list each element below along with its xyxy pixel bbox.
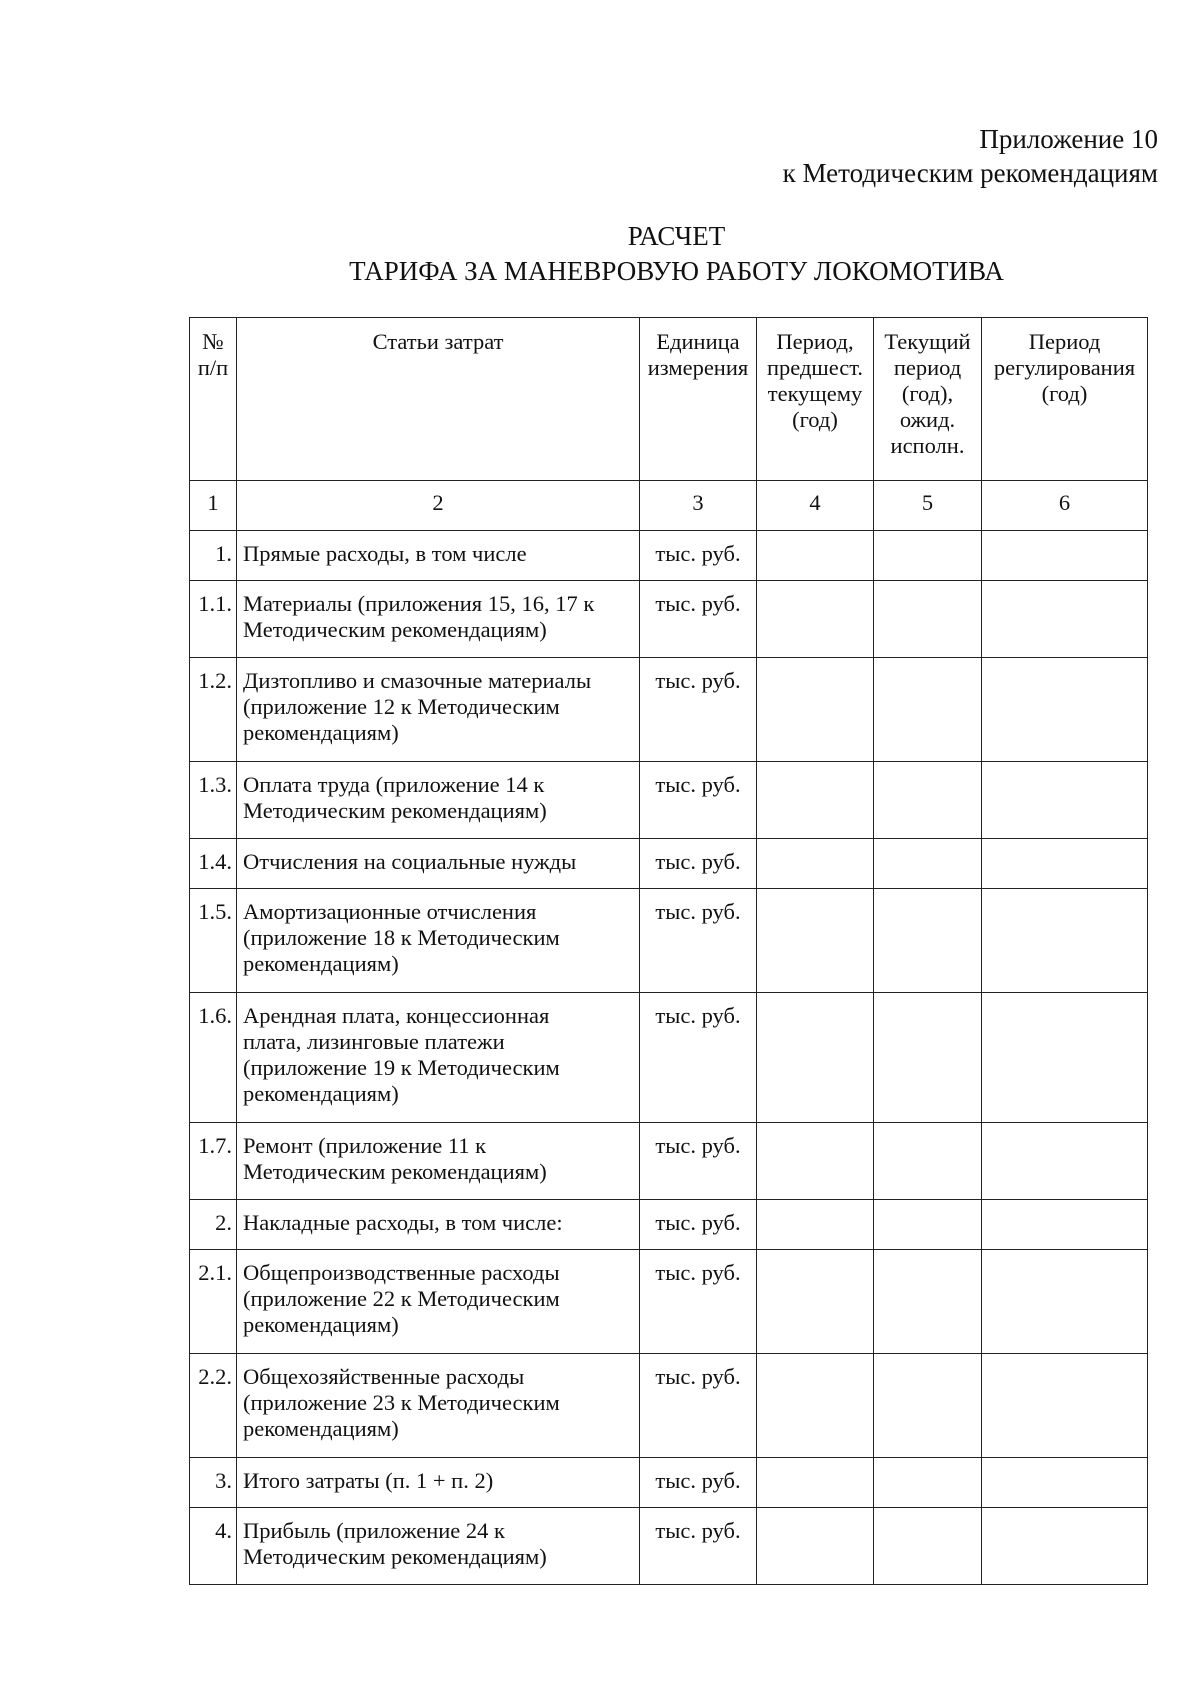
header-line: исполн. — [890, 433, 965, 458]
cost-item-line: Материалы (приложения 15, 16, 17 к — [243, 591, 595, 616]
value-prev-period — [757, 1250, 874, 1354]
table-row — [190, 1200, 1148, 1250]
cost-item-line: рекомендациям) — [243, 1312, 399, 1337]
value-current-period — [874, 1200, 982, 1250]
header-row — [190, 318, 1148, 481]
value-current-period — [874, 762, 982, 839]
cost-item-line: рекомендациям) — [243, 720, 399, 745]
cost-item-line: (приложение 19 к Методическим — [243, 1055, 560, 1080]
cost-item-line: Оплата труда (приложение 14 к — [243, 772, 545, 797]
header-unit — [640, 318, 757, 481]
value-prev-period — [757, 889, 874, 993]
row-number: 2.2. — [190, 1354, 237, 1458]
header-line: Текущий — [884, 329, 971, 354]
value-prev-period — [757, 1200, 874, 1250]
value-current-period — [874, 1123, 982, 1200]
value-prev-period — [757, 993, 874, 1123]
header-line: (год) — [792, 407, 838, 432]
column-number: 6 — [982, 481, 1148, 531]
value-current-period — [874, 1508, 982, 1585]
column-number: 3 — [640, 481, 757, 531]
row-number: 1.7. — [190, 1123, 237, 1200]
unit-cell: тыс. руб. — [640, 581, 757, 658]
unit-cell: тыс. руб. — [640, 1123, 757, 1200]
unit-cell: тыс. руб. — [640, 1250, 757, 1354]
unit-cell: тыс. руб. — [640, 531, 757, 581]
cost-item-name — [237, 1508, 640, 1585]
value-current-period — [874, 993, 982, 1123]
value-prev-period — [757, 581, 874, 658]
value-regulation-period — [982, 1508, 1148, 1585]
cost-item-name — [237, 1123, 640, 1200]
cost-item-line: (приложение 23 к Методическим — [243, 1390, 560, 1415]
value-regulation-period — [982, 1458, 1148, 1508]
header-name — [237, 318, 640, 481]
value-regulation-period — [982, 993, 1148, 1123]
value-current-period — [874, 889, 982, 993]
title-line-2: ТАРИФА ЗА МАНЕВРОВУЮ РАБОТУ ЛОКОМОТИВА — [349, 256, 1004, 286]
header-line: измерения — [647, 355, 749, 380]
value-current-period — [874, 1354, 982, 1458]
unit-cell: тыс. руб. — [640, 1200, 757, 1250]
value-regulation-period — [982, 762, 1148, 839]
header-line: Статьи затрат — [372, 329, 504, 354]
cost-item-line: (приложение 12 к Методическим — [243, 694, 560, 719]
value-regulation-period — [982, 1123, 1148, 1200]
table-row — [190, 581, 1148, 658]
row-number: 1.2. — [190, 658, 237, 762]
document-title — [0, 219, 1200, 289]
cost-item-line: Итого затраты (п. 1 + п. 2) — [243, 1468, 494, 1493]
cost-item-line: Ремонт (приложение 11 к — [243, 1133, 487, 1158]
cost-item-name — [237, 658, 640, 762]
cost-item-line: Отчисления на социальные нужды — [243, 849, 577, 874]
cost-item-name — [237, 531, 640, 581]
cost-item-name — [237, 762, 640, 839]
header-prev-period — [757, 318, 874, 481]
cost-item-name — [237, 1250, 640, 1354]
cost-item-name — [237, 1458, 640, 1508]
cost-item-line: (приложение 22 к Методическим — [243, 1286, 560, 1311]
value-current-period — [874, 658, 982, 762]
table-row — [190, 993, 1148, 1123]
cost-item-line: Накладные расходы, в том числе: — [243, 1210, 563, 1235]
cost-item-name — [237, 839, 640, 889]
value-regulation-period — [982, 1354, 1148, 1458]
row-number: 1.4. — [190, 839, 237, 889]
value-regulation-period — [982, 839, 1148, 889]
value-regulation-period — [982, 658, 1148, 762]
value-current-period — [874, 1250, 982, 1354]
row-number: 1.1. — [190, 581, 237, 658]
table-row — [190, 1508, 1148, 1585]
value-prev-period — [757, 658, 874, 762]
row-number: 3. — [190, 1458, 237, 1508]
cost-item-name — [237, 993, 640, 1123]
table-row — [190, 1354, 1148, 1458]
row-number: 1.6. — [190, 993, 237, 1123]
cost-item-line: Прибыль (приложение 24 к — [243, 1518, 505, 1543]
value-prev-period — [757, 1354, 874, 1458]
cost-item-line: Методическим рекомендациям) — [243, 617, 547, 642]
value-regulation-period — [982, 581, 1148, 658]
cost-item-name — [237, 1200, 640, 1250]
value-prev-period — [757, 1508, 874, 1585]
cost-item-line: Прямые расходы, в том числе — [243, 541, 527, 566]
cost-item-line: (приложение 18 к Методическим — [243, 925, 560, 950]
row-number: 4. — [190, 1508, 237, 1585]
appendix-subtitle: к Методическим рекомендациям — [782, 158, 1158, 188]
row-number: 1. — [190, 531, 237, 581]
unit-cell: тыс. руб. — [640, 839, 757, 889]
value-prev-period — [757, 839, 874, 889]
appendix-reference — [783, 122, 1158, 190]
cost-item-line: Методическим рекомендациям) — [243, 798, 547, 823]
cost-item-line: Общепроизводственные расходы — [243, 1260, 560, 1285]
table-row — [190, 1250, 1148, 1354]
header-line: текущему — [767, 381, 863, 406]
unit-cell: тыс. руб. — [640, 993, 757, 1123]
value-current-period — [874, 1458, 982, 1508]
header-line: № — [202, 329, 224, 354]
cost-item-name — [237, 581, 640, 658]
value-prev-period — [757, 1458, 874, 1508]
column-numbers-row — [190, 481, 1148, 531]
row-number: 2. — [190, 1200, 237, 1250]
row-number: 2.1. — [190, 1250, 237, 1354]
column-number: 1 — [190, 481, 237, 531]
header-line: (год), — [901, 381, 954, 406]
header-regulation-period — [982, 318, 1148, 481]
table-row — [190, 889, 1148, 993]
header-line: Единица — [656, 329, 740, 354]
value-current-period — [874, 531, 982, 581]
value-prev-period — [757, 762, 874, 839]
column-number: 4 — [757, 481, 874, 531]
table-row — [190, 762, 1148, 839]
value-regulation-period — [982, 889, 1148, 993]
header-line: п/п — [197, 355, 229, 380]
column-number: 2 — [237, 481, 640, 531]
unit-cell: тыс. руб. — [640, 1354, 757, 1458]
column-number: 5 — [874, 481, 982, 531]
header-line: ожид. — [899, 407, 956, 432]
appendix-number: Приложение 10 — [979, 124, 1158, 154]
cost-item-line: Методическим рекомендациям) — [243, 1544, 547, 1569]
row-number: 1.5. — [190, 889, 237, 993]
value-current-period — [874, 839, 982, 889]
cost-table — [189, 317, 1148, 1585]
unit-cell: тыс. руб. — [640, 762, 757, 839]
unit-cell: тыс. руб. — [640, 889, 757, 993]
cost-item-line: Арендная плата, концессионная — [243, 1003, 550, 1028]
cost-item-line: рекомендациям) — [243, 951, 399, 976]
table-row — [190, 658, 1148, 762]
title-line-1: РАСЧЕТ — [627, 221, 726, 251]
header-line: Период, — [776, 329, 854, 354]
cost-item-line: Дизтопливо и смазочные материалы — [243, 668, 592, 693]
header-line: регулирования — [993, 355, 1136, 380]
cost-item-line: рекомендациям) — [243, 1416, 399, 1441]
cost-item-line: Общехозяйственные расходы — [243, 1364, 525, 1389]
cost-item-line: Методическим рекомендациям) — [243, 1159, 547, 1184]
cost-item-line: плата, лизинговые платежи — [243, 1029, 505, 1054]
cost-item-name — [237, 1354, 640, 1458]
unit-cell: тыс. руб. — [640, 1458, 757, 1508]
header-line: предшест. — [766, 355, 864, 380]
table-row — [190, 1458, 1148, 1508]
value-prev-period — [757, 531, 874, 581]
cost-item-name — [237, 889, 640, 993]
header-current-period — [874, 318, 982, 481]
table-row — [190, 531, 1148, 581]
value-prev-period — [757, 1123, 874, 1200]
header-num — [190, 318, 237, 481]
value-regulation-period — [982, 1200, 1148, 1250]
value-regulation-period — [982, 531, 1148, 581]
header-line: (год) — [1041, 381, 1088, 406]
unit-cell: тыс. руб. — [640, 658, 757, 762]
header-line: Период — [1028, 329, 1101, 354]
cost-item-line: Амортизационные отчисления — [243, 899, 537, 924]
table-row — [190, 839, 1148, 889]
cost-item-line: рекомендациям) — [243, 1081, 399, 1106]
unit-cell: тыс. руб. — [640, 1508, 757, 1585]
table-row — [190, 1123, 1148, 1200]
value-regulation-period — [982, 1250, 1148, 1354]
value-current-period — [874, 581, 982, 658]
row-number: 1.3. — [190, 762, 237, 839]
header-line: период — [893, 355, 962, 380]
